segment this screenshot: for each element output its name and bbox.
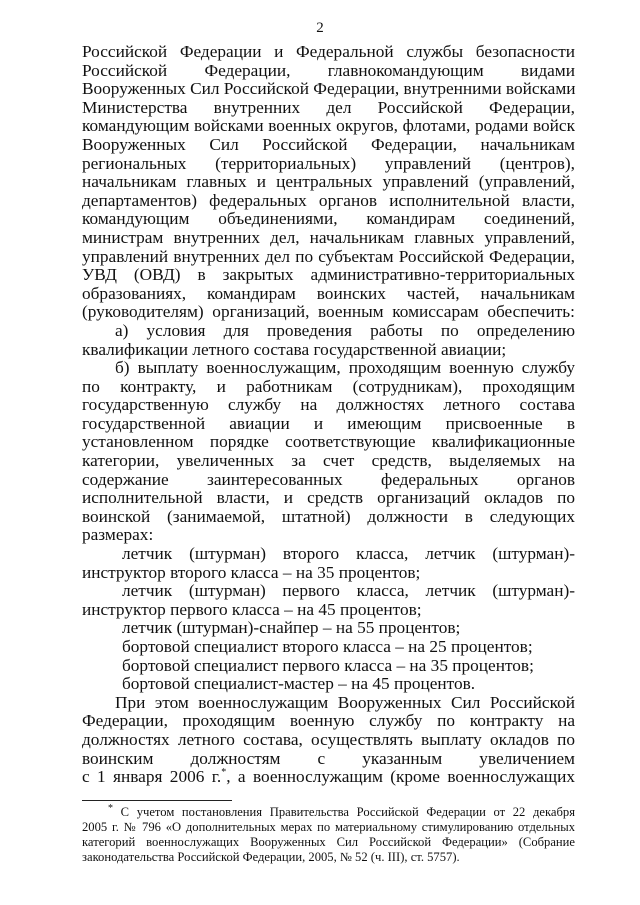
text-fragment: , а военнослужащим (кроме военнослужащих [226,767,575,787]
text-line: УВД (ОВД) в закрытых административно-территориальных [82,265,575,285]
text-fragment: С учетом постановления Правительства Российской Федерации от 22 декабря [120,805,575,819]
text-line: летчик (штурман) первого класса, летчик (штурман)- [122,581,575,601]
text-line: При этом военнослужащим Вооруженных Сил Российской [115,692,575,712]
document-body [82,43,575,787]
text-line: Министерства внутренних дел Российской Федерации, [82,97,575,117]
text-line: Российской Федерации, главнокомандующим видами [82,60,575,80]
text-line: инструктор первого класса – на 45 процентов; [82,599,422,619]
text-line: исполнительной власти, и средств организаций окладов по [82,488,575,508]
footnote [82,802,575,865]
text-line: б) выплату военнослужащим, проходящим военную службу [115,358,575,378]
text-line: государственную службу на должностях летного состава [82,395,575,415]
text-line: квалификации летного состава государственной авиации; [82,339,507,359]
text-line-with-footnote-ref [82,768,575,787]
text-line: воинской (занимаемой, штатной) должности в следующих [82,506,575,526]
text-fragment: с 1 января 2006 г. [82,767,222,787]
footnote-line: категорий военнослужащих Вооруженных Сил Российской Федерации» (Собрание [82,835,575,849]
text-line: бортовой специалист второго класса – на 25 процентов; [122,637,533,656]
footnote-marker: * [108,802,113,814]
text-line: бортовой специалист первого класса – на 35 процентов; [122,655,534,675]
text-line: содержание заинтересованных федеральных органов [82,469,575,489]
footnote-line: 2005 г. № 796 «О дополнительных мерах по материальному стимулированию отдельных [82,820,575,834]
text-line: (руководителям) организаций, военным комиссарам обеспечить: [82,302,575,322]
text-line: инструктор второго класса – на 35 процентов; [82,562,421,582]
text-line: командующим войсками военных округов, флотами, родами войск [82,116,575,136]
text-line: должностях летного состава, осуществлять выплату окладов по [82,729,575,749]
text-line: воинским должностям с указанным увеличением [82,748,575,768]
footnote-separator [82,800,232,801]
text-line: категории, увеличенных за счет средств, выделяемых на [82,451,575,471]
text-line: установленном порядке соответствующие квалификационные [82,432,575,452]
footnote-reference: * [221,767,227,779]
text-line: бортовой специалист-мастер – на 45 процентов. [122,674,476,694]
footnote-line [82,802,575,820]
text-line: Федерации, проходящим военную службу по контракту на [82,711,575,731]
text-line: летчик (штурман) второго класса, летчик (штурман)- [122,544,575,564]
text-line: региональных (территориальных) управлений (центров), [82,153,575,173]
text-line: командующим объединениями, командирам соединений, [82,209,575,229]
text-line: Вооруженных Сил Российской Федерации, внутренними войсками [82,79,576,99]
text-line: департаментов) федеральных органов исполнительной власти, [82,190,575,210]
text-line: начальникам главных и центральных управлений (управлений, [82,172,575,192]
text-line: государственной авиации и имеющим присвоенные в [82,413,575,433]
text-line: Вооруженных Сил Российской Федерации, начальникам [82,134,575,154]
text-line: а) условия для проведения работы по определению [115,320,575,340]
text-line: по контракту, и работникам (сотрудникам), проходящим [82,376,575,396]
page-number: 2 [316,20,324,36]
footnote-line: законодательства Российской Федерации, 2005, № 52 (ч. III), ст. 5757). [82,850,460,864]
text-line: Российской Федерации и Федеральной службы безопасности [82,42,575,61]
text-line: летчик (штурман)-снайпер – на 55 процентов; [122,618,461,638]
text-line: министрам внутренних дел, начальникам главных управлений, [82,227,575,247]
text-line: образованиях, командирам воинских частей, начальникам [82,283,575,303]
text-line: управлений внутренних дел по субъектам Российской Федерации, [82,246,575,266]
text-line: размерах: [82,525,154,545]
